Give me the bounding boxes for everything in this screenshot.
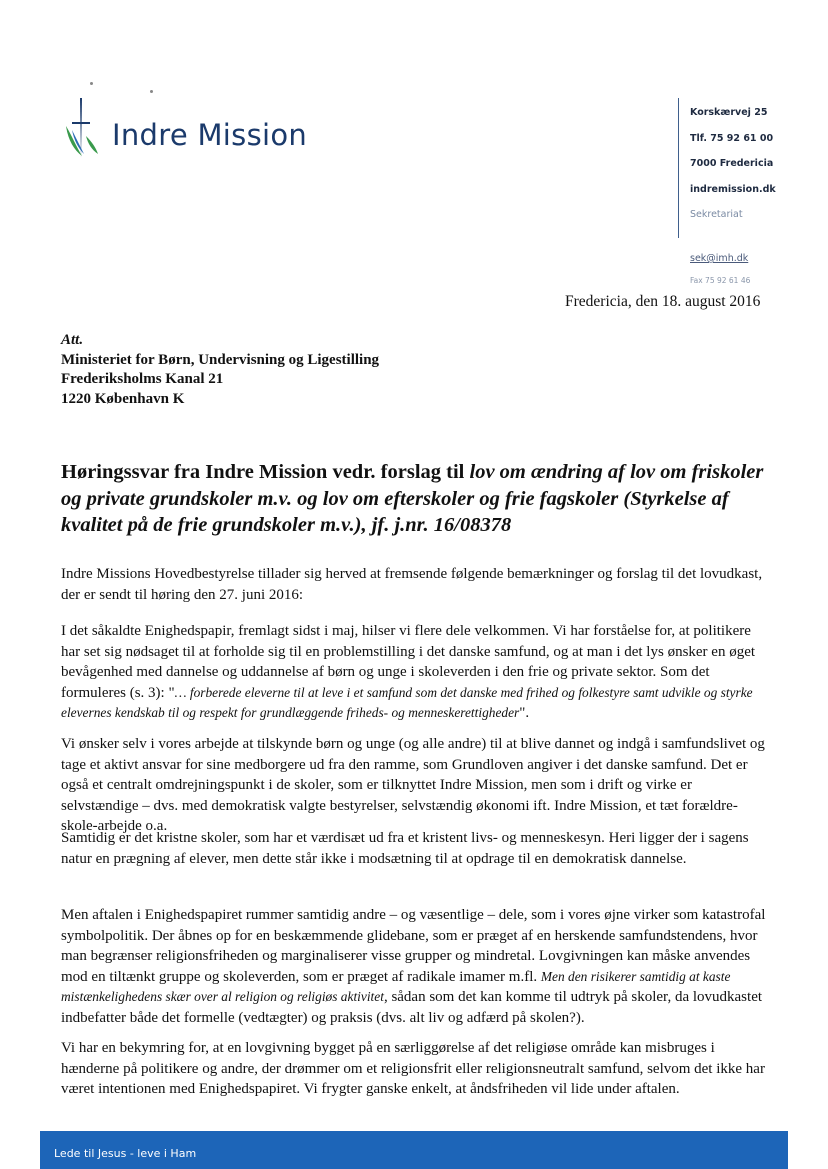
contact-phone: Tlf. 75 92 61 00 <box>690 132 774 144</box>
contact-divider <box>678 98 679 238</box>
contact-fax: Fax 75 92 61 46 <box>690 276 751 285</box>
date-line: Fredericia, den 18. august 2016 <box>565 293 761 310</box>
contact-department: Sekretariat <box>690 209 743 220</box>
contact-block <box>690 100 776 228</box>
scan-speck <box>150 90 153 93</box>
contact-street: Korskærvej 25 <box>690 107 768 118</box>
paragraph-1-end: ". <box>519 705 530 721</box>
paragraph-1-text: I det såkaldte Enighedspapir, fremlagt sidst i maj, hilser vi flere dele velkommen. Vi har forståelse for, at politikere har set sig nødsaget til at forholde sig til en problemstilling i det danske samfund, og at man i det lys ønsker en øget bevågenhed med dannelse og uddannelse af børn og unge i skoleverden i den frie og private sektor. Som det formuleres (s. 3): " <box>61 623 756 701</box>
recipient-line3: 1220 København K <box>61 390 185 407</box>
contact-city: 7000 Fredericia <box>690 158 774 169</box>
logo-wordmark: Indre Mission <box>112 118 308 152</box>
paragraph-4-end: , sådan som det kan komme til udtryk på skoler, da lovudkastet indbefatter både det formelle (vedtægter) og praksis (dvs. alt liv og adfærd på skolen?). <box>61 989 763 1026</box>
paragraph-1 <box>61 621 769 724</box>
paragraph-2: Vi ønsker selv i vores arbejde at tilskynde børn og unge (og alle andre) til at blive dannet og indgå i samfundslivet og tage et aktivt ansvar for sine medborgere ud fra den ramme, som Grundloven angiver i det danske samfund. Det er også et centralt omdrejningspunkt i de skoler, som er tilknyttet Indre Mission, men som i drift og virke er selvstændige – dvs. med demokratisk valgte bestyrelser, selvstændig økonomi ift. Indre Mission, et tæt forældre-skole-arbejde o.a. <box>61 736 765 834</box>
paragraph-4-text: Men aftalen i Enighedspapiret rummer samtidig andre – og væsentlige – dele, som i vores øjne virker som katastrofal symbolpolitik. Der åbnes op for en beskæmmende glidebane, som er præget af en herskende samfundstendens, hvor man begrænser religionsfriheden og marginaliserer visse grupper og mindretal. Lovgivningen kan måske anvendes mod en tiltænkt gruppe og skoleverden, som er præget af radikale imamer m.fl. <box>61 907 766 985</box>
paragraph-4 <box>61 905 769 1028</box>
paragraph-1-quote: … forberede eleverne til at leve i et samfund som det danske med frihed og folkestyre samt udvikle og styrke elevernes kendskab til og respekt for grundlæggende friheds- og menneskerettigheder <box>61 684 753 720</box>
recipient-line2: Frederiksholms Kanal 21 <box>61 371 224 387</box>
contact-email-link[interactable]: sek@imh.dk <box>690 253 749 264</box>
contact-web[interactable]: indremission.dk <box>690 183 776 195</box>
scan-speck <box>90 82 93 85</box>
heading-plain: Høringssvar fra Indre Mission vedr. forslag til <box>61 461 470 483</box>
indre-mission-logo-mark-icon <box>62 96 104 160</box>
recipient-line1: Ministeriet for Børn, Undervisning og Ligestilling <box>61 351 380 368</box>
paragraph-5: Vi har en bekymring for, at en lovgivning bygget på en særliggørelse af det religiøse område kan misbruges i hænderne på politikere og andre, der drømmer om et religionsfrit eller religionsneutralt samfund, selvom det ikke har været intentionen med Enighedspapiret. Vi frygter ganske enkelt, at åndsfriheden vil lide under aftalen. <box>61 1040 765 1097</box>
paragraph-4-quote: Men den risikerer samtidig at kaste mistænkelighedens skær over al religion og religiøs aktivitet <box>61 968 731 1004</box>
paragraph-3: Samtidig er det kristne skoler, som har et værdisæt ud fra et kristent livs- og menneskesyn. Heri ligger der i sagens natur en prægning af elever, men dette står ikke i modsætning til at opdrage til en demokratisk dannelse. <box>61 830 749 867</box>
paragraph-intro: Indre Missions Hovedbestyrelse tillader sig herved at fremsende følgende bemærkninger og forslag til det lovudkast, der er sendt til høring den 27. juni 2016: <box>61 566 763 603</box>
recipient-address <box>61 331 379 409</box>
footer-slogan: Lede til Jesus - leve i Ham <box>54 1147 197 1160</box>
recipient-att: Att. <box>61 332 84 348</box>
letter-heading <box>61 459 781 539</box>
heading-italic: lov om ændring af lov om friskoler og private grundskoler m.v. og lov om efterskoler og frie fagskoler (Styrkelse af kvalitet på de frie grundskoler m.v.), jf. j.nr. 16/08378 <box>61 461 764 536</box>
